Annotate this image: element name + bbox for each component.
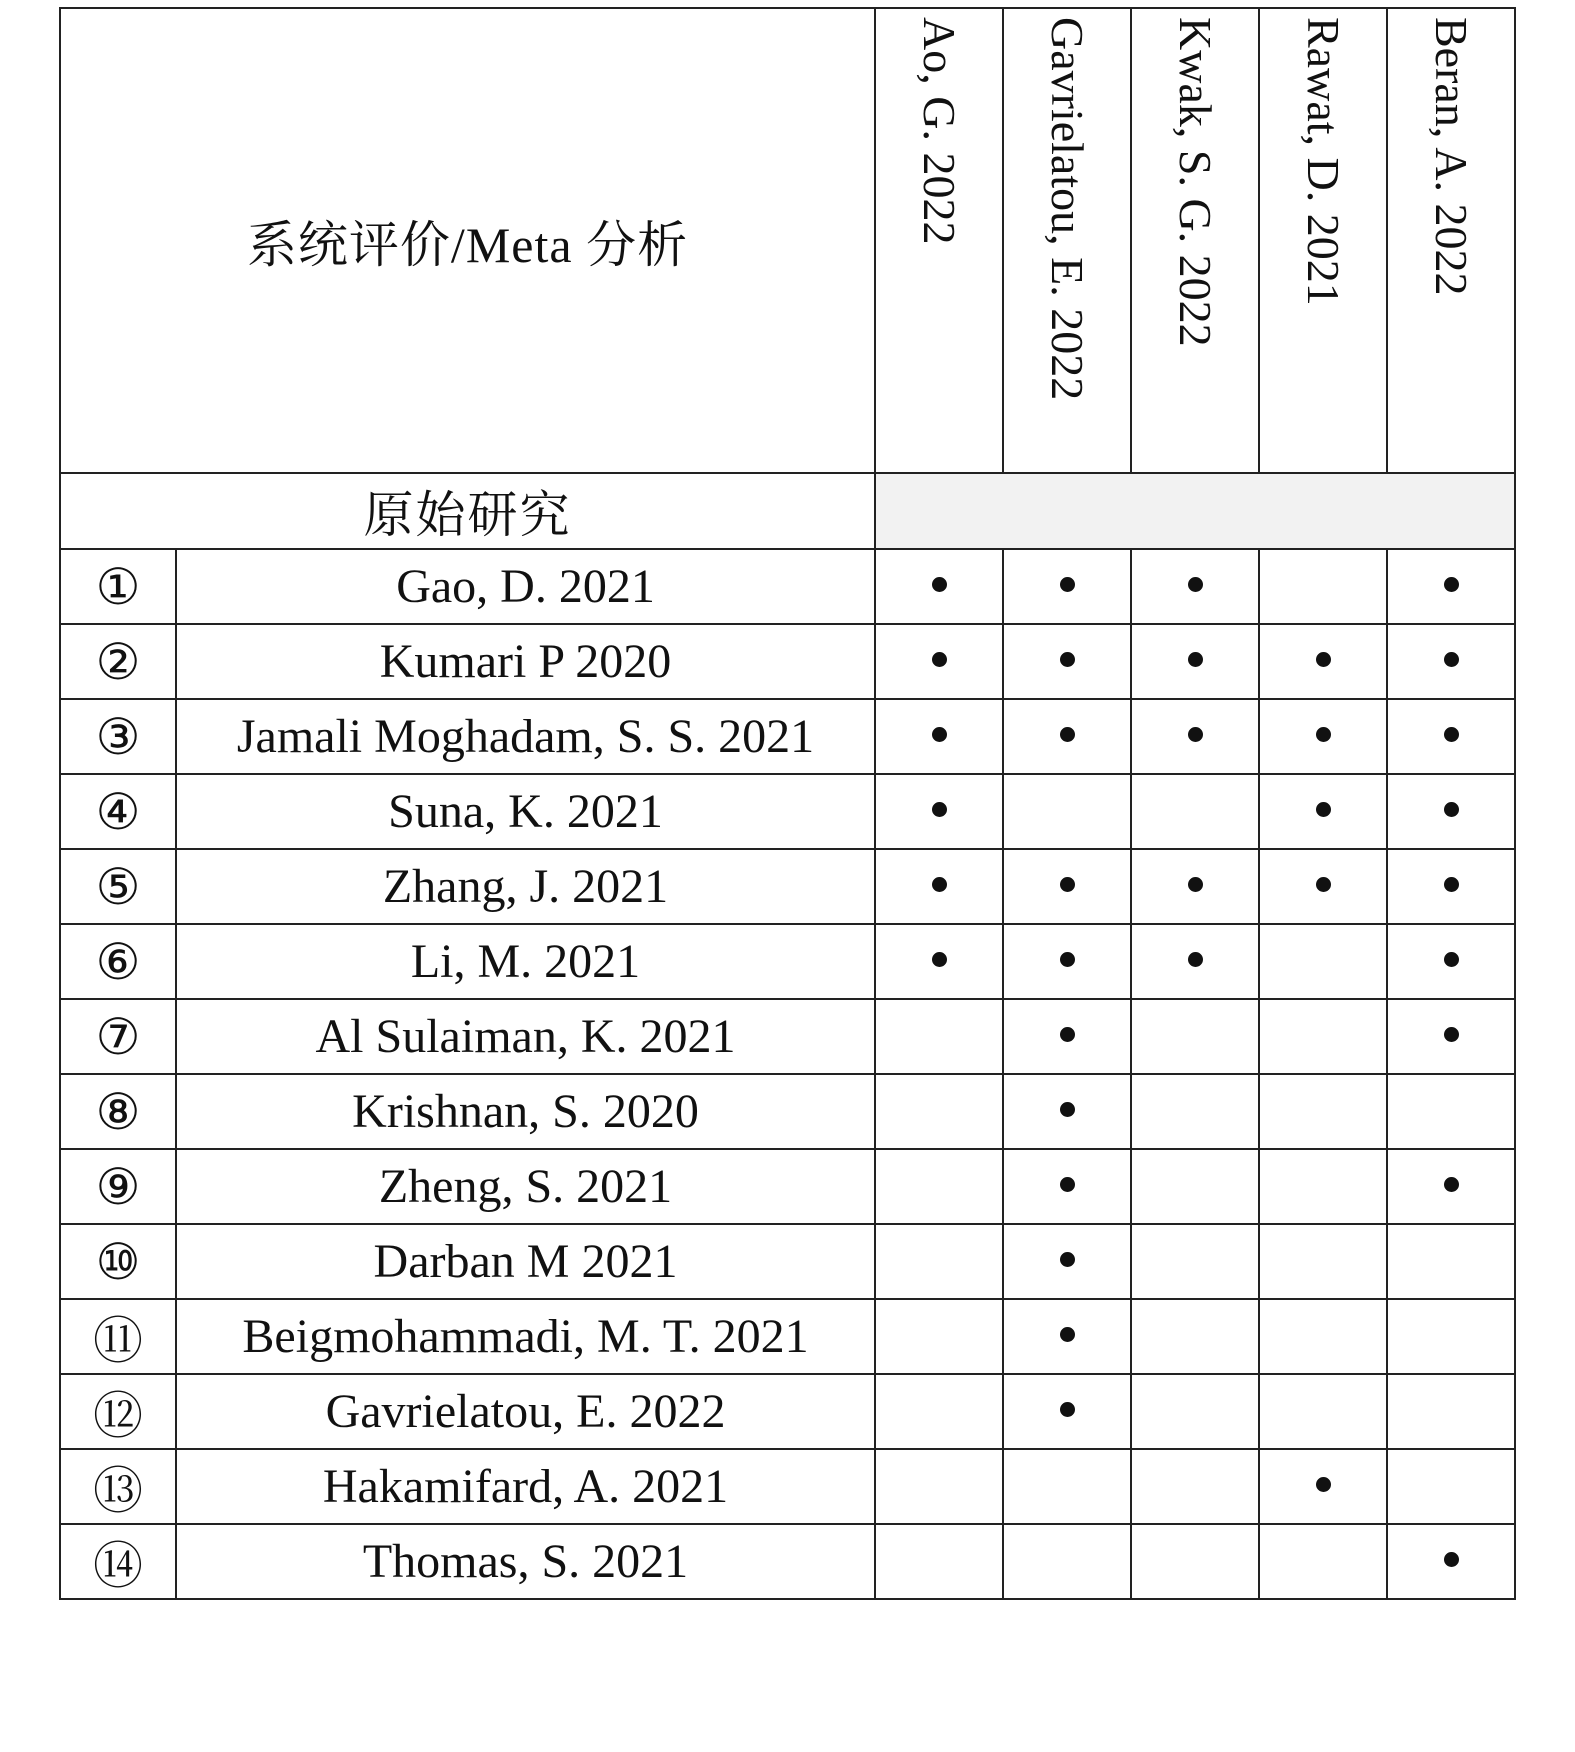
- included-dot-icon: [1316, 877, 1331, 892]
- original-study-name: Li, M. 2021: [176, 924, 875, 999]
- inclusion-cell: [1131, 774, 1259, 849]
- inclusion-cell: [1003, 924, 1131, 999]
- inclusion-cell: [1259, 1524, 1387, 1599]
- row-number: ③: [60, 699, 176, 774]
- row-number: ⑪: [60, 1299, 176, 1374]
- table-row: [60, 1074, 1515, 1149]
- inclusion-cell: [1131, 1149, 1259, 1224]
- table-row: [60, 849, 1515, 924]
- inclusion-cell: [1387, 624, 1515, 699]
- row-number: ④: [60, 774, 176, 849]
- row-number: ⑦: [60, 999, 176, 1074]
- included-dot-icon: [1060, 1252, 1075, 1267]
- inclusion-cell: [1387, 849, 1515, 924]
- included-dot-icon: [932, 952, 947, 967]
- inclusion-cell: [1387, 774, 1515, 849]
- inclusion-cell: [875, 924, 1003, 999]
- inclusion-cell: [1003, 774, 1131, 849]
- table-row: [60, 774, 1515, 849]
- inclusion-cell: [1387, 1224, 1515, 1299]
- inclusion-cell: [1003, 999, 1131, 1074]
- original-study-name: Gavrielatou, E. 2022: [176, 1374, 875, 1449]
- study-name: Rawat, D. 2021: [1298, 17, 1350, 306]
- row-number: ⑨: [60, 1149, 176, 1224]
- inclusion-cell: [1259, 1299, 1387, 1374]
- table-row: [60, 1149, 1515, 1224]
- row-number: ⑤: [60, 849, 176, 924]
- row-number: ⑥: [60, 924, 176, 999]
- table-row: [60, 624, 1515, 699]
- table-row: [60, 1299, 1515, 1374]
- inclusion-cell: [875, 549, 1003, 624]
- included-dot-icon: [932, 877, 947, 892]
- inclusion-cell: [875, 1149, 1003, 1224]
- inclusion-cell: [1259, 699, 1387, 774]
- included-dot-icon: [1060, 1102, 1075, 1117]
- inclusion-cell: [1003, 1524, 1131, 1599]
- original-study-name: Zheng, S. 2021: [176, 1149, 875, 1224]
- inclusion-cell: [1003, 1074, 1131, 1149]
- original-study-name: Hakamifard, A. 2021: [176, 1449, 875, 1524]
- inclusion-cell: [1131, 849, 1259, 924]
- inclusion-cell: [1387, 1524, 1515, 1599]
- inclusion-cell: [875, 699, 1003, 774]
- inclusion-cell: [1003, 1374, 1131, 1449]
- inclusion-cell: [1003, 1299, 1131, 1374]
- inclusion-cell: [1131, 1074, 1259, 1149]
- included-dot-icon: [1444, 727, 1459, 742]
- inclusion-cell: [875, 774, 1003, 849]
- included-dot-icon: [1060, 952, 1075, 967]
- inclusion-cell: [1003, 1224, 1131, 1299]
- inclusion-cell: [1003, 849, 1131, 924]
- inclusion-cell: [1387, 549, 1515, 624]
- table-title: 系统评价/Meta 分析: [60, 8, 875, 473]
- row-number: ②: [60, 624, 176, 699]
- inclusion-cell: [1259, 1449, 1387, 1524]
- included-dot-icon: [1444, 652, 1459, 667]
- included-dot-icon: [1188, 577, 1203, 592]
- included-dot-icon: [932, 577, 947, 592]
- inclusion-cell: [1259, 1224, 1387, 1299]
- inclusion-cell: [1131, 1299, 1259, 1374]
- original-study-name: Jamali Moghadam, S. S. 2021: [176, 699, 875, 774]
- header-row: [60, 8, 1515, 473]
- row-number: ⑧: [60, 1074, 176, 1149]
- inclusion-cell: [1131, 1374, 1259, 1449]
- original-study-name: Zhang, J. 2021: [176, 849, 875, 924]
- table-row: [60, 1224, 1515, 1299]
- inclusion-cell: [1259, 849, 1387, 924]
- study-column-header: [875, 8, 1003, 473]
- included-dot-icon: [1188, 952, 1203, 967]
- inclusion-cell: [1131, 999, 1259, 1074]
- inclusion-cell: [1003, 1449, 1131, 1524]
- inclusion-cell: [875, 1524, 1003, 1599]
- inclusion-cell: [1131, 1224, 1259, 1299]
- inclusion-cell: [1259, 999, 1387, 1074]
- row-number: ⑬: [60, 1449, 176, 1524]
- included-dot-icon: [1060, 1177, 1075, 1192]
- original-study-name: Beigmohammadi, M. T. 2021: [176, 1299, 875, 1374]
- table-body: [60, 549, 1515, 1599]
- study-name: Kwak, S. G. 2022: [1170, 17, 1222, 347]
- included-dot-icon: [1316, 652, 1331, 667]
- included-dot-icon: [1316, 1477, 1331, 1492]
- inclusion-cell: [1259, 1074, 1387, 1149]
- row-number: ①: [60, 549, 176, 624]
- inclusion-cell: [1003, 1149, 1131, 1224]
- study-column-header: [1387, 8, 1515, 473]
- inclusion-cell: [1259, 549, 1387, 624]
- included-dot-icon: [1316, 727, 1331, 742]
- inclusion-cell: [1003, 699, 1131, 774]
- row-number: ⑩: [60, 1224, 176, 1299]
- row-number: ⑭: [60, 1524, 176, 1599]
- inclusion-cell: [1387, 1299, 1515, 1374]
- table-row: [60, 549, 1515, 624]
- study-name: Beran, A. 2022: [1426, 17, 1478, 296]
- included-dot-icon: [1444, 577, 1459, 592]
- inclusion-cell: [1131, 924, 1259, 999]
- study-name: Gavrielatou, E. 2022: [1042, 17, 1094, 401]
- inclusion-cell: [875, 624, 1003, 699]
- inclusion-cell: [875, 1299, 1003, 1374]
- inclusion-cell: [1387, 699, 1515, 774]
- included-dot-icon: [932, 652, 947, 667]
- study-column-header: [1003, 8, 1131, 473]
- included-dot-icon: [1444, 952, 1459, 967]
- inclusion-cell: [1387, 1149, 1515, 1224]
- included-dot-icon: [1316, 802, 1331, 817]
- included-dot-icon: [1188, 877, 1203, 892]
- inclusion-cell: [1387, 924, 1515, 999]
- inclusion-cell: [1131, 624, 1259, 699]
- included-dot-icon: [1444, 1027, 1459, 1042]
- included-dot-icon: [1060, 1027, 1075, 1042]
- inclusion-cell: [1387, 1449, 1515, 1524]
- included-dot-icon: [1188, 652, 1203, 667]
- included-dot-icon: [1444, 1552, 1459, 1567]
- included-dot-icon: [1444, 802, 1459, 817]
- inclusion-cell: [1131, 1449, 1259, 1524]
- row-number: ⑫: [60, 1374, 176, 1449]
- table-row: [60, 1524, 1515, 1599]
- included-dot-icon: [1060, 1327, 1075, 1342]
- included-dot-icon: [932, 727, 947, 742]
- original-study-name: Kumari P 2020: [176, 624, 875, 699]
- subheader-row: [60, 473, 1515, 549]
- inclusion-cell: [1259, 774, 1387, 849]
- study-column-header: [1131, 8, 1259, 473]
- included-dot-icon: [932, 802, 947, 817]
- inclusion-cell: [1259, 624, 1387, 699]
- included-dot-icon: [1060, 727, 1075, 742]
- inclusion-matrix-table: [59, 7, 1516, 1600]
- original-study-name: Darban M 2021: [176, 1224, 875, 1299]
- inclusion-cell: [875, 1449, 1003, 1524]
- original-study-name: Al Sulaiman, K. 2021: [176, 999, 875, 1074]
- included-dot-icon: [1188, 727, 1203, 742]
- inclusion-cell: [1131, 1524, 1259, 1599]
- inclusion-cell: [1387, 1074, 1515, 1149]
- table-row: [60, 999, 1515, 1074]
- inclusion-cell: [875, 1224, 1003, 1299]
- subheader-shaded-cell: [875, 473, 1515, 549]
- original-study-name: Gao, D. 2021: [176, 549, 875, 624]
- study-name: Ao, G. 2022: [914, 17, 966, 245]
- inclusion-cell: [1003, 624, 1131, 699]
- inclusion-cell: [1131, 549, 1259, 624]
- inclusion-cell: [1259, 1149, 1387, 1224]
- original-study-name: Krishnan, S. 2020: [176, 1074, 875, 1149]
- included-dot-icon: [1444, 1177, 1459, 1192]
- table-row: [60, 924, 1515, 999]
- included-dot-icon: [1060, 877, 1075, 892]
- original-study-name: Suna, K. 2021: [176, 774, 875, 849]
- original-study-name: Thomas, S. 2021: [176, 1524, 875, 1599]
- inclusion-cell: [1387, 999, 1515, 1074]
- included-dot-icon: [1444, 877, 1459, 892]
- original-studies-label: 原始研究: [60, 473, 875, 549]
- table-row: [60, 699, 1515, 774]
- inclusion-cell: [1387, 1374, 1515, 1449]
- inclusion-cell: [1259, 924, 1387, 999]
- inclusion-cell: [1003, 549, 1131, 624]
- included-dot-icon: [1060, 652, 1075, 667]
- inclusion-cell: [1131, 699, 1259, 774]
- included-dot-icon: [1060, 577, 1075, 592]
- inclusion-cell: [1259, 1374, 1387, 1449]
- inclusion-cell: [875, 849, 1003, 924]
- included-dot-icon: [1060, 1402, 1075, 1417]
- table-row: [60, 1374, 1515, 1449]
- study-column-header: [1259, 8, 1387, 473]
- table-row: [60, 1449, 1515, 1524]
- inclusion-cell: [875, 1074, 1003, 1149]
- inclusion-cell: [875, 999, 1003, 1074]
- inclusion-cell: [875, 1374, 1003, 1449]
